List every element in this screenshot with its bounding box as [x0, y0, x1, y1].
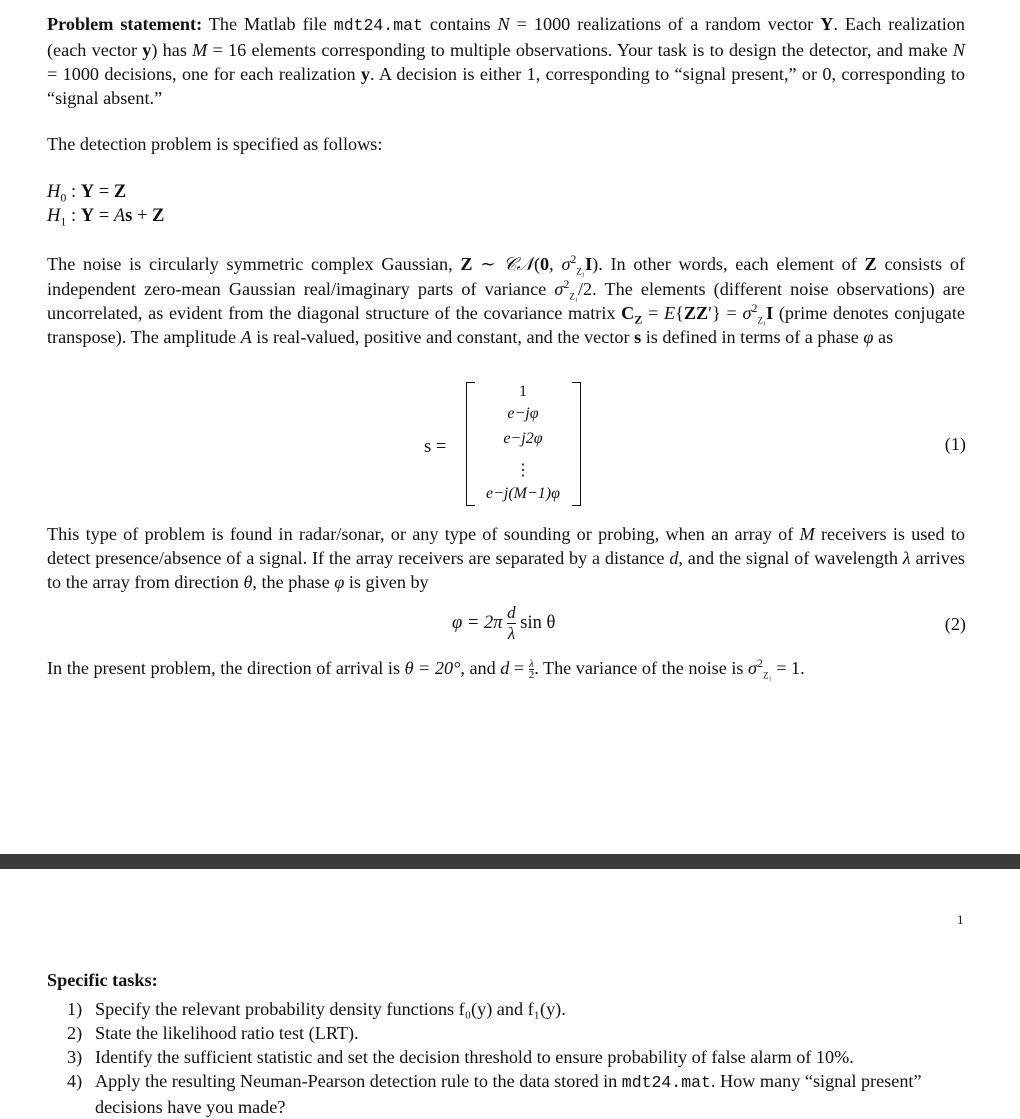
text-run: arrives to the array from direction: [47, 548, 965, 592]
text-run: The Matlab file: [202, 14, 334, 34]
detection-intro: The detection problem is specified as follows:: [47, 134, 383, 154]
equation-2-fraction: [507, 604, 516, 643]
lambda-half: λ 2: [528, 658, 535, 682]
task-label: 2): [67, 1023, 83, 1043]
task-text: [95, 1069, 967, 1119]
text-run: , and the signal of wavelength: [678, 548, 903, 568]
text-run: realizations of a random vector: [570, 14, 821, 34]
matrix-entry: e−j2φ: [503, 430, 543, 447]
text-run: . The elements (different noise observations) are uncorrelated, as evident from the diagonal structure of the covariance matrix: [47, 279, 965, 323]
equation-1-lhs: s =: [424, 437, 447, 457]
text-run: ) has: [151, 40, 193, 60]
task-text: Identify the sufficient statistic and set the decision threshold to ensure probability of false alarm of 10%.: [95, 1047, 854, 1067]
text-run: Apply the resulting Neuman-Pearson detection rule to the data stored in: [95, 1071, 622, 1091]
text-run: . How many “signal present” decisions have you made?: [95, 1071, 922, 1117]
problem-label: Problem statement:: [47, 14, 203, 34]
text-run: . The variance of the noise is: [534, 658, 749, 678]
text-run: , and: [460, 658, 501, 678]
text-run: contains: [422, 14, 498, 34]
text-run: is defined in terms of a phase: [641, 327, 864, 347]
text-run: (prime denotes conjugate transpose). The amplitude: [47, 303, 965, 347]
theta-value: θ = 20°: [404, 658, 461, 678]
matrix-entry: ⋮: [515, 462, 531, 479]
matrix-entry: e−jφ: [507, 405, 539, 422]
noise-paragraph: The noise is circularly symmetric complex Gaussian, Z ∼ 𝒞𝒩(0, $\sigma^2_{Z_1}I$). In other words, each element of Z consists of independent zero-mean Gaussian real/imaginary parts of variance $\sigma^2_{Z_1}/2$. The elements (different noise observations) are uncorrelated, as evident from the diagonal structure of the covariance matrix $C_Z = E\{ZZ'\} = \sigma^2_{Z_1}I$ (prime denotes conjugate transpose). The amplitude A is real-valued, positive and constant, and the vector s is defined in terms of a phase φ as: [47, 251, 965, 347]
file-name: mdt24.mat: [621, 1073, 711, 1092]
task-label: 4): [67, 1071, 83, 1091]
text-run: In the present problem, the direction of arrival is: [47, 658, 405, 678]
text-run: consists of independent zero-mean Gaussian real/imaginary parts of variance: [47, 254, 965, 299]
text-run: = 1.: [771, 658, 805, 678]
text-run: elements corresponding to multiple observations. Your task is to design the detector, and make: [246, 40, 953, 60]
n-value-2: 1000: [62, 64, 99, 84]
m-value: 16: [228, 40, 247, 60]
n-value: 1000: [533, 14, 571, 34]
equation-2-rhs: sin θ: [520, 612, 556, 633]
page-number: 1: [957, 912, 964, 927]
task-label: 1): [67, 999, 83, 1019]
radar-paragraph: This type of problem is found in radar/sonar, or any type of sounding or probing, when an array of M receivers is used to detect presence/absence of a signal. If the array receivers are separated by a distance d, and the signal of wavelength λ arrives to the array from direction θ, the phase φ is given by: [47, 524, 965, 592]
tasks-title: Specific tasks:: [47, 970, 158, 990]
equation-2-number: (2): [944, 614, 966, 634]
hypothesis-h0: $H_0$ : Y = Z: [47, 182, 127, 205]
text-run: . Each realization (each vector: [47, 14, 965, 60]
text-run: . A decision is either 1, corresponding to “signal present,” or 0, corresponding to “signal absent.”: [47, 64, 965, 108]
text-run: as: [873, 327, 894, 347]
equation-1-number: (1): [944, 434, 966, 454]
text-run: This type of problem is found in radar/sonar, or any type of sounding or probing, when an array of: [47, 524, 800, 544]
page-separator: [0, 854, 1020, 869]
fraction-numerator: d: [507, 603, 516, 622]
text-run: decisions, one for each realization: [99, 64, 361, 84]
text-run: The noise is circularly symmetric complex Gaussian,: [47, 254, 461, 274]
text-run: is given by: [344, 572, 429, 592]
fraction-denominator: λ: [507, 624, 516, 643]
task-label: 3): [67, 1047, 83, 1067]
task-text: Specify the relevant probability density functions f₀(y) and f₁(y).: [95, 999, 566, 1019]
text-run: receivers is used to detect presence/absence of a signal. If the array receivers are separated by a distance: [47, 524, 965, 568]
text-run: . In other words, each element of: [598, 254, 865, 274]
file-name: mdt24.mat: [333, 16, 423, 35]
text-run: is real-valued, positive and constant, and the vector: [251, 327, 635, 347]
text-run: , the phase: [252, 572, 335, 592]
present-problem-line: In the present problem, the direction of arrival is θ = 20°, and d = λ 2. The variance of the noise is $\sigma^2_{Z_1} = 1$.: [47, 655, 805, 682]
problem-statement-paragraph: Problem statement: The Matlab file mdt24.mat contains N = 1000 realizations of a random vector Y. Each realization (each vector y) has M = 16 elements corresponding to multiple observations. Your task is to design the detector, and make N = 1000 decisions, one for each realization y. A decision is either 1, corresponding to “signal present,” or 0, corresponding to “signal absent.”: [47, 14, 966, 108]
matrix-entry: e−j(M−1)φ: [486, 485, 560, 502]
equation-2-lhs: φ = 2π: [452, 612, 503, 633]
matrix-entry: 1: [519, 383, 527, 400]
equation-2: [452, 604, 555, 643]
hypothesis-h1: $H_1$ : Y = As + Z: [47, 206, 165, 229]
task-text: State the likelihood ratio test (LRT).: [95, 1023, 359, 1043]
